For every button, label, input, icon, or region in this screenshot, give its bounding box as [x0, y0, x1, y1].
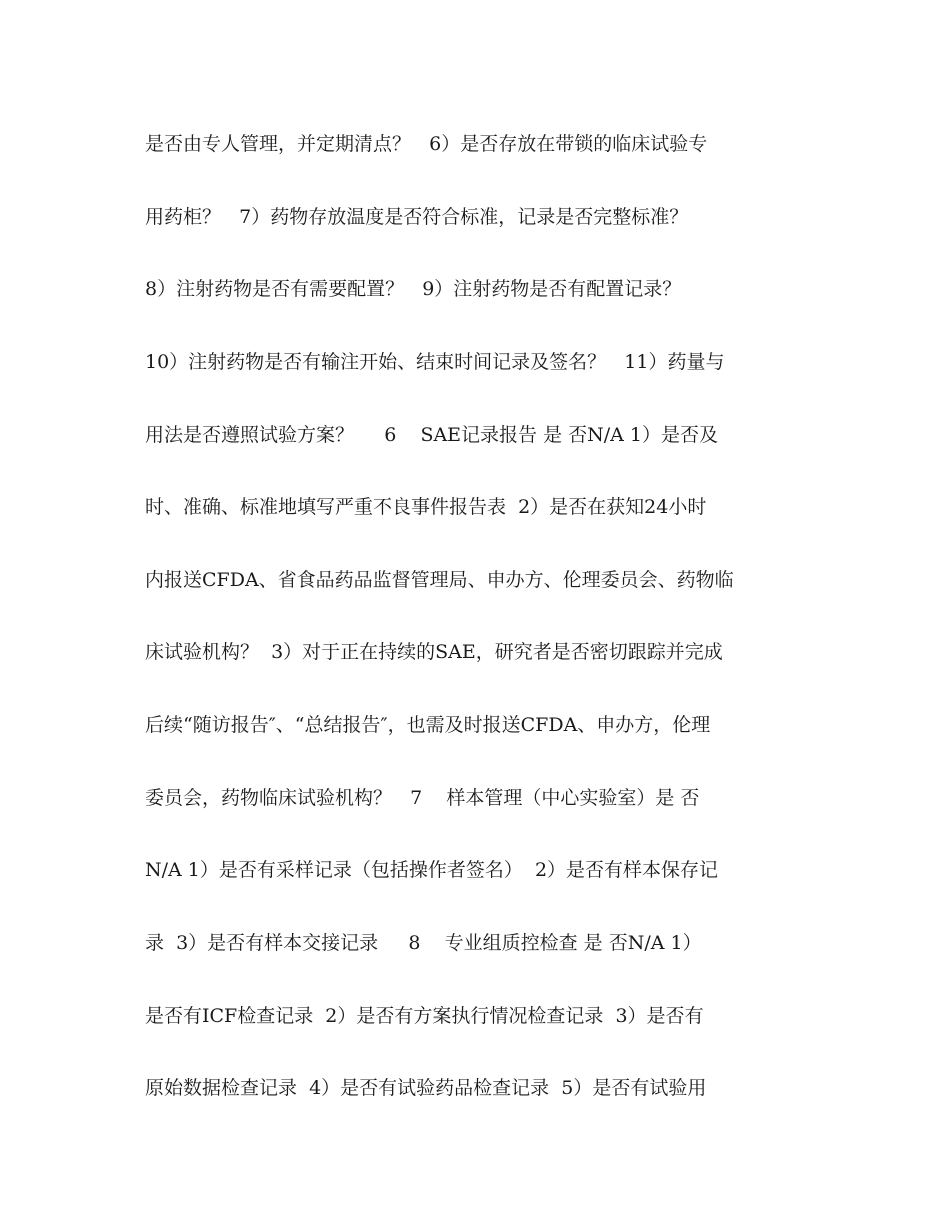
text-line: 内报送CFDA、省食品药品监督管理局、申办方、伦理委员会、药物临 [145, 569, 734, 591]
text-line: 10）注射药物是否有输注开始、结束时间记录及签名？ 11）药量与 [145, 351, 725, 373]
text-line: N/A 1）是否有采样记录（包括操作者签名） 2）是否有样本保存记 [145, 859, 719, 881]
text-line: 后续“随访报告″、“总结报告″，也需及时报送CFDA、申办方，伦理 [145, 714, 711, 736]
text-line: 录 3）是否有样本交接记录 8 专业组质控检查 是 否N/A 1） [145, 932, 702, 954]
text-line: 原始数据检查记录 4）是否有试验药品检查记录 5）是否有试验用 [145, 1077, 707, 1099]
text-line: 8）注射药物是否有需要配置？ 9）注射药物是否有配置记录？ [145, 278, 682, 300]
text-line: 是否由专人管理，并定期清点？ 6）是否存放在带锁的临床试验专 [145, 133, 708, 155]
text-line: 用药柜？ 7）药物存放温度是否符合标准，记录是否完整标准？ [145, 206, 689, 228]
text-line: 用法是否遵照试验方案？ 6 SAE记录报告 是 否N/A 1）是否及 [145, 424, 719, 446]
text-line: 时、准确、标准地填写严重不良事件报告表 2）是否在获知24小时 [145, 496, 707, 518]
text-line: 床试验机构？ 3）对于正在持续的SAE，研究者是否密切跟踪并完成 [145, 641, 723, 663]
text-line: 委员会，药物临床试验机构？ 7 样本管理（中心实验室）是 否 [145, 787, 700, 809]
text-line: 是否有ICF检查记录 2）是否有方案执行情况检查记录 3）是否有 [145, 1005, 704, 1027]
